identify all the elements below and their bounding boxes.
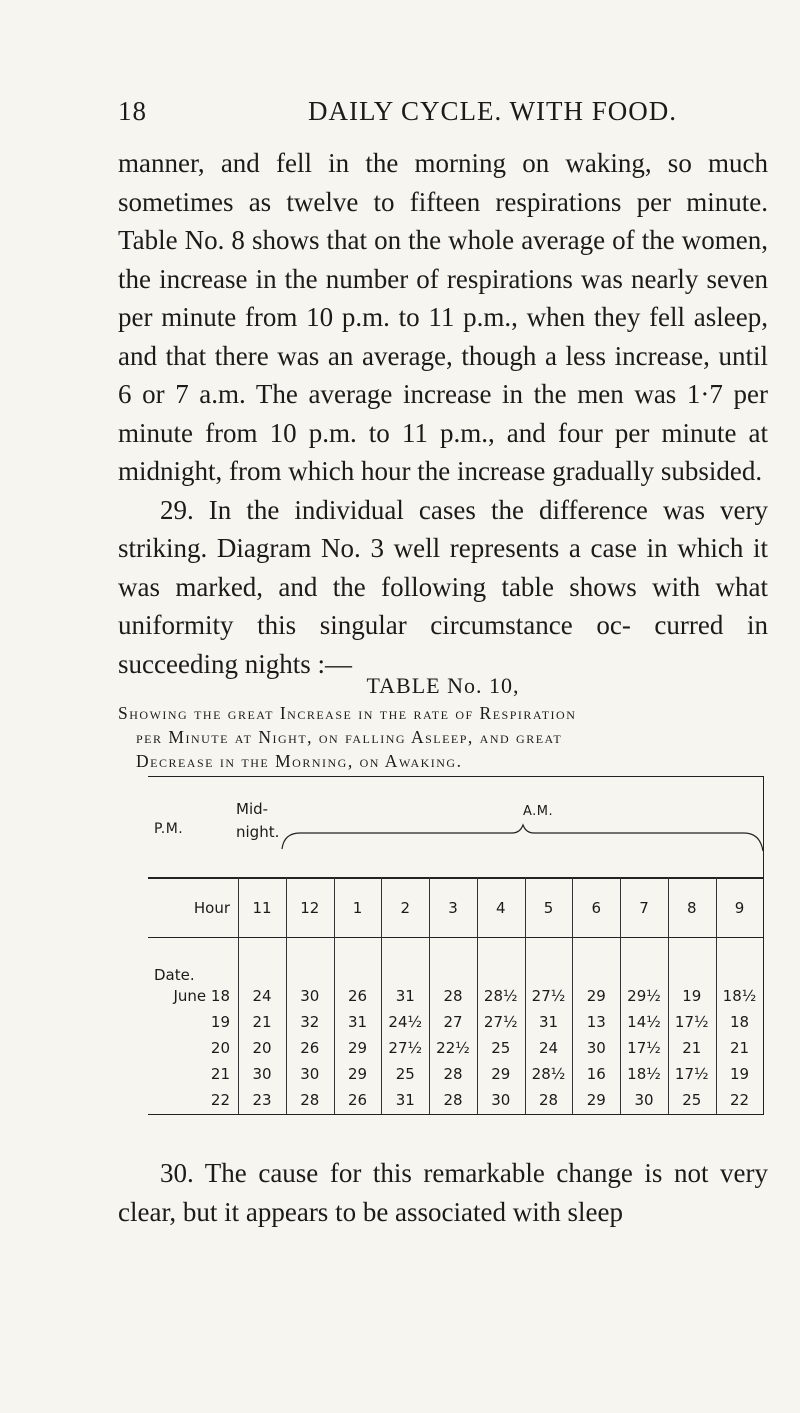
- hour-label: Hour: [193, 899, 230, 917]
- respiration-table: [148, 776, 764, 1115]
- running-title: DAILY CYCLE. WITH FOOD.: [308, 96, 678, 126]
- table-cell: 28½: [483, 987, 518, 1005]
- table-cell: 25: [491, 1039, 511, 1057]
- table-cell: 28: [300, 1091, 320, 1109]
- table-cell: 27½: [531, 987, 566, 1005]
- table-cell: 27: [443, 1013, 463, 1031]
- midnight-label-line-2: night.: [236, 823, 280, 841]
- row-date: 21: [210, 1065, 230, 1083]
- table-cell: 26: [300, 1039, 320, 1057]
- am-brace: [280, 823, 765, 877]
- table-cell: 30: [586, 1039, 606, 1057]
- table-cell: 23: [252, 1091, 272, 1109]
- table-cell: 29: [586, 1091, 606, 1109]
- table-cell: 24: [252, 987, 272, 1005]
- hour-header: 6: [591, 899, 602, 917]
- paragraph-3: 30. The cause for this remarkable change is not very clear, but it appears to be associated with sleep: [118, 1158, 768, 1227]
- midnight-label: [236, 798, 279, 844]
- paragraph-1: manner, and fell in the morning on waking, so much sometimes as twelve to fifteen respirations per minute. Table No. 8 shows that on the whole average of the women, the increase in the number of respirations was nearly seven per minute from 10 p.m. to 11 p.m., when they fell asleep, and that there was an average, though a less increase, until 6 or 7 a.m. The average increase in the men was 1·7 per minute from 10 p.m. to 11 p.m., and four per minute at midnight, from which hour the increase gradually subsided.: [118, 148, 768, 486]
- table-cell: 28½: [531, 1065, 566, 1083]
- hour-header: 7: [639, 899, 649, 917]
- table-cell: 27½: [388, 1039, 423, 1057]
- table-cell: 29½: [627, 987, 661, 1005]
- caption-line-3: Decrease in the Morning, on Awaking.: [136, 751, 463, 771]
- table-cell: 24½: [388, 1013, 423, 1031]
- date-label: Date.: [154, 966, 195, 984]
- caption-line-1: Showing the great Increase in the rate of Respiration: [118, 703, 577, 723]
- hour-header: 12: [300, 899, 320, 917]
- table-cell: 26: [347, 987, 368, 1005]
- table-cell: 22: [729, 1091, 750, 1109]
- table-cell: 24: [538, 1039, 559, 1057]
- hour-header: 1: [352, 899, 363, 917]
- hour-header: 4: [495, 899, 506, 917]
- table-cell: 16: [586, 1065, 606, 1083]
- am-label: A.M.: [523, 804, 554, 819]
- table-cell: 30: [252, 1065, 272, 1083]
- table-cell: 20: [252, 1039, 272, 1057]
- table-cell: 19: [682, 987, 702, 1005]
- table-cell: 31: [538, 1013, 559, 1031]
- table-cell: 30: [634, 1091, 654, 1109]
- hour-header: 8: [686, 899, 697, 917]
- table-cell: 31: [347, 1013, 368, 1031]
- table-cell: 21: [682, 1039, 702, 1057]
- table-cell: 29: [586, 987, 606, 1005]
- row-date: 19: [210, 1013, 230, 1031]
- table-cell: 32: [300, 1013, 320, 1031]
- table-cell: 29: [347, 1039, 368, 1057]
- page-number: 18: [118, 96, 147, 126]
- table-cell: 26: [347, 1091, 368, 1109]
- table-cell: 28: [443, 987, 463, 1005]
- row-date: 20: [210, 1039, 230, 1057]
- row-date: 22: [210, 1091, 230, 1109]
- hour-header: 2: [400, 899, 411, 917]
- hour-rule: [148, 937, 763, 938]
- table-group-header: [148, 777, 763, 877]
- table-cell: 18½: [627, 1065, 661, 1083]
- hour-header: 5: [543, 899, 554, 917]
- row-date: June 18: [173, 987, 230, 1005]
- table-cell: 14½: [627, 1013, 661, 1031]
- table-cell: 22½: [436, 1039, 470, 1057]
- table-cell: 18½: [722, 987, 757, 1005]
- table-cell: 28: [443, 1065, 463, 1083]
- table-cell: 13: [586, 1013, 606, 1031]
- table-cell: 25: [682, 1091, 702, 1109]
- body-text: [118, 144, 768, 683]
- table-cell: 21: [252, 1013, 272, 1031]
- table-cell: 18: [729, 1013, 750, 1031]
- caption-line-2: per Minute at Night, on falling Asleep, and great: [136, 727, 563, 747]
- table-cell: 17½: [674, 1013, 709, 1031]
- hour-header: 3: [448, 899, 458, 917]
- table-cell: 31: [395, 987, 415, 1005]
- midnight-label-line-1: Mid-: [236, 800, 269, 818]
- table-cell: 30: [300, 987, 320, 1005]
- table-caption: [118, 701, 768, 773]
- table-cell: 29: [491, 1065, 511, 1083]
- header-rule: [148, 877, 763, 879]
- hour-header: 11: [252, 899, 272, 917]
- table-cell: 28: [538, 1091, 559, 1109]
- table-cell: 17½: [627, 1039, 661, 1057]
- hour-header: 9: [734, 899, 745, 917]
- table-title: TABLE No. 10,: [366, 673, 520, 698]
- table-cell: 31: [395, 1091, 415, 1109]
- table-cell: 21: [729, 1039, 750, 1057]
- paragraph-2: 29. In the individual cases the difference was very striking. Diagram No. 3 well represents a case in which it was marked, and the following table shows with what uniformity this singular circumstance oc- curred in succeeding nights :—: [118, 494, 768, 679]
- footer-text: [118, 1154, 768, 1231]
- table-cell: 27½: [483, 1013, 518, 1031]
- table-cell: 30: [491, 1091, 511, 1109]
- table-cell: 19: [729, 1065, 750, 1083]
- pm-label: P.M.: [154, 821, 184, 837]
- table-cell: 25: [395, 1065, 415, 1083]
- table-cell: 29: [347, 1065, 368, 1083]
- table-cell: 30: [300, 1065, 320, 1083]
- table-cell: 28: [443, 1091, 463, 1109]
- table-cell: 17½: [674, 1065, 709, 1083]
